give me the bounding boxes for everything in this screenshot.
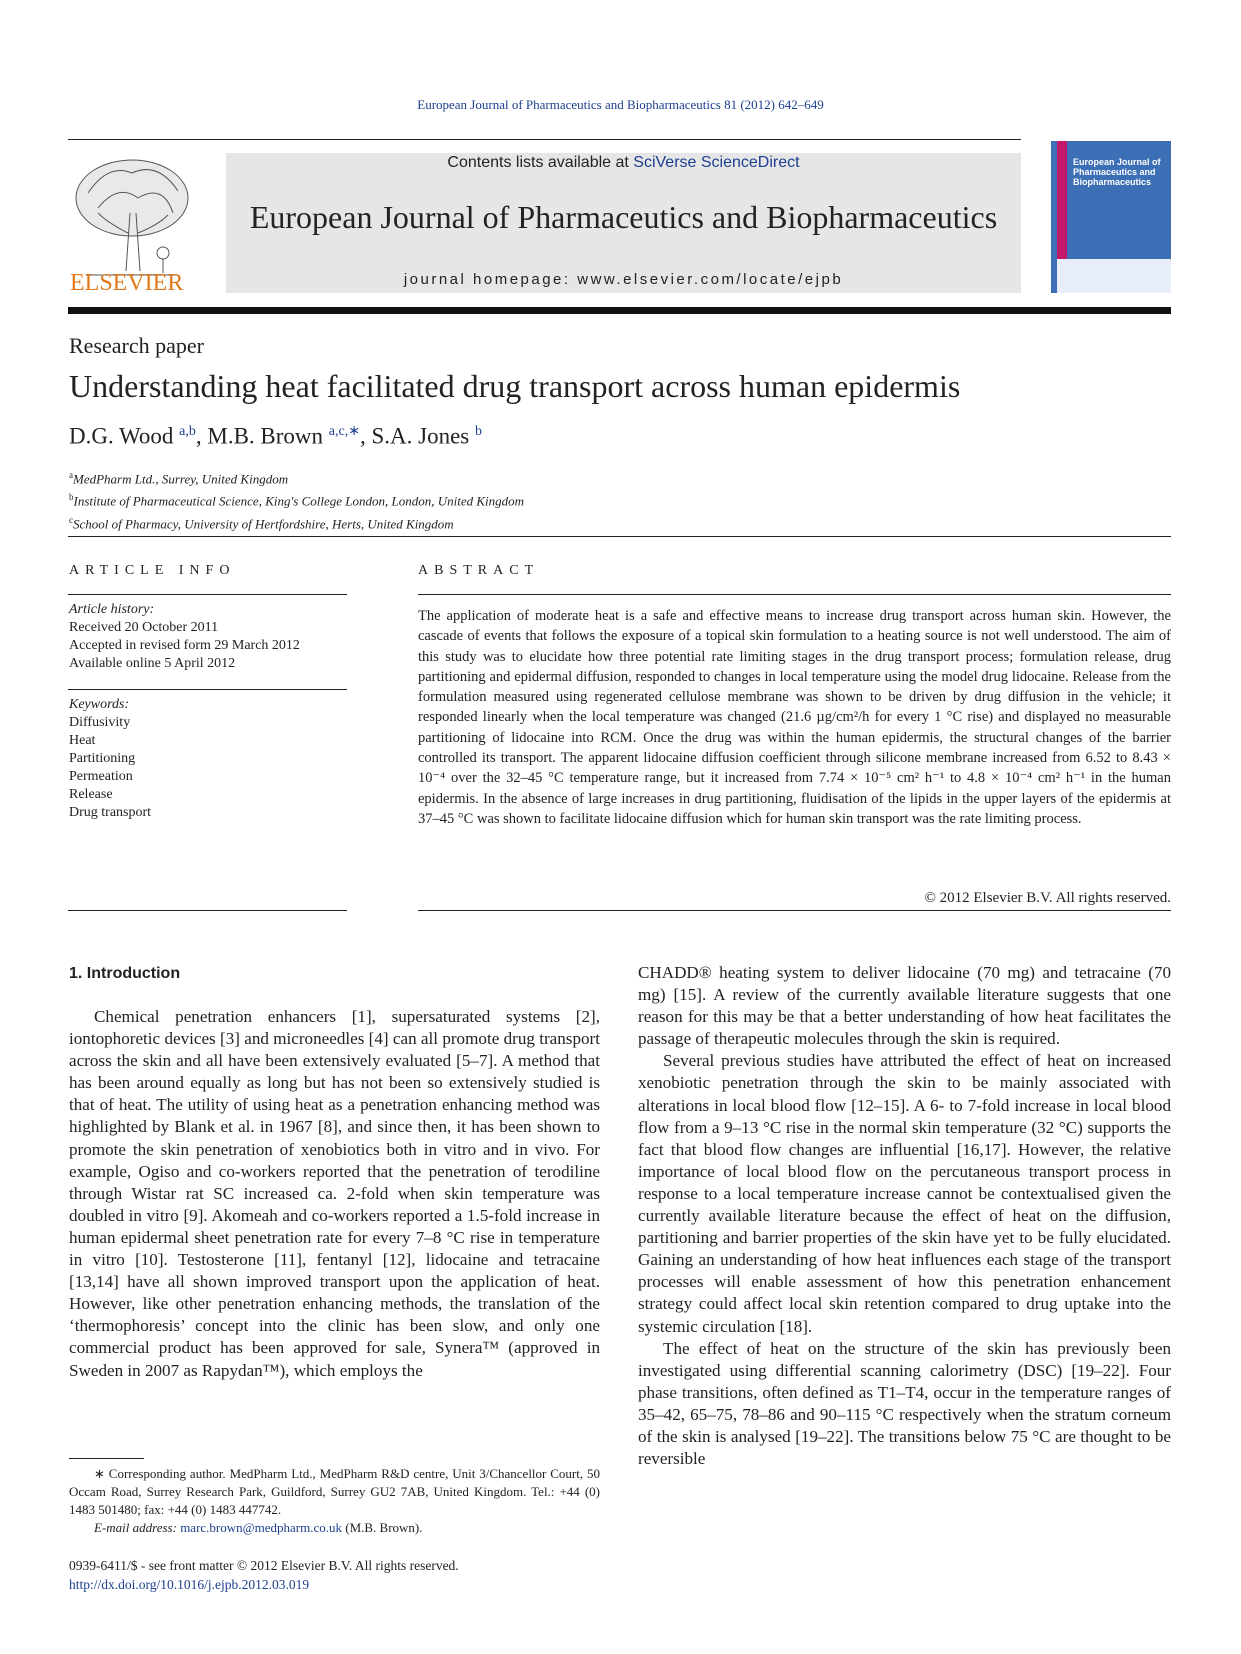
- keyword: Partitioning: [69, 751, 136, 766]
- abstract-text: The application of moderate heat is a safe and effective means to increase drug transport across human skin. However, the cascade of events that follows the exposure of a topical skin formulation to a heating source is not well understood. The aim of this study was to elucidate how three potential rate limiting stages in the drug transport process; formulation release, drug partitioning and epidermal diffusion, responded to changes in local temperature using the model drug lidocaine. Release from the formulation measured using regenerated cellulose membrane was shown to be driven by drug diffusion in the vehicle; it responded linearly when the local temperature was changed (21.6 µg/cm²/h for every 1 °C rise) and displayed no measurable partitioning of lidocaine into RCM. Once the drug was within the human epidermis, the structural changes of the barrier controlled its transport. The apparent lidocaine diffusion coefficient through silicone membrane increased from 6.52 to 8.43 × 10⁻⁴ over the 32–45 °C temperature range, but it increased from 7.74 × 10⁻⁵ cm² h⁻¹ to 4.8 × 10⁻⁴ cm² h⁻¹ in the human epidermis. In the absence of large increases in drug partitioning, fluidisation of the lipids in the upper layers of the epidermis at 37–45 °C was shown to facilitate lidocaine diffusion which for human skin transport was the rate limiting process.: [418, 608, 1171, 827]
- issn-block: [69, 1556, 459, 1594]
- author-affiliation-mark[interactable]: a,c,∗: [328, 424, 360, 439]
- contents-line: Contents lists available at SciVerse ScienceDirect: [447, 154, 800, 171]
- keyword: Release: [69, 787, 113, 802]
- info-bottom-rule: [68, 910, 347, 911]
- history-item: Accepted in revised form 29 March 2012: [69, 638, 300, 653]
- abstract-bottom-rule: [418, 910, 1171, 911]
- keywords-label: Keywords:: [69, 697, 130, 712]
- body-column-right: [638, 962, 1171, 1470]
- paper-type: Research paper: [69, 333, 204, 358]
- body-paragraph: The effect of heat on the structure of the skin has previously been investigated using differential scanning calorimetry (DSC) [19–22]. Four phase transitions, often defined as T1–T4, occur in the temperature ranges of 35–42, 65–75, 78–86 and 90–115 °C respectively when the stratum corneum of the skin is analysed [19–22]. The transitions below 75 °C are thought to be reversible: [638, 1338, 1171, 1469]
- elsevier-logo-text: ELSEVIER: [70, 270, 184, 296]
- cover-footer: [1057, 259, 1171, 293]
- abstract-copyright: © 2012 Elsevier B.V. All rights reserved.: [924, 890, 1171, 906]
- body-paragraph: Chemical penetration enhancers [1], supersaturated systems [2], iontophoretic devices [3] and microneedles [4] can all promote drug transport across the skin and all have been extensively evaluated [5–7]. A method that has been around equally as long but has not been so extensively studied is that of heat. The utility of using heat as a penetration enhancing method was highlighted by Blank et al. in 1967 [8], and since then, it has been shown to promote the skin penetration of xenobiotics both in vitro and in vivo. For example, Ogiso and co-workers reported that the penetration of terodiline through Wistar rat SC increased ca. 2-fold when skin temperature was doubled in vitro [9]. Akomeah and co-workers reported a 1.5-fold increase in human epidermal sheet penetration rate for every 7–8 °C rise in temperature in vitro [10]. Testosterone [11], fentanyl [12], lidocaine and tetracaine [13,14] have all shown improved transport upon the application of heat. However, like other penetration enhancing methods, the translation of the ‘thermophoresis’ concept into the clinic has been slow, and only one commercial product has been approved for sale, Synera™ (approved in Sweden in 2007 as Rapydan™), which employs the: [69, 1007, 600, 1380]
- issn-line: 0939-6411/$ - see front matter © 2012 Elsevier B.V. All rights reserved.: [69, 1558, 459, 1573]
- body-paragraph: Several previous studies have attributed the effect of heat on increased xenobiotic penetration through the skin to be mainly associated with alterations in local blood flow [12–15]. A 6- to 7-fold increase in local blood flow from a 9–13 °C rise in the normal skin temperature (32 °C) supports the fact that blood flow changes are influential [16,17]. However, the relative importance of local blood flow on the percutaneous transport process in response to a local temperature increase cannot be contextualised given the currently available literature because the effect of heat on the diffusion, partitioning and barrier properties of the skin have yet to be fully elucidated. Gaining an understanding of how heat influences each stage of the transport processes will enable assessment of how this penetration enhancement strategy could affect local skin retention compared to drug uptake into the systemic circulation [18].: [638, 1051, 1171, 1336]
- history-label: Article history:: [69, 602, 155, 617]
- keyword: Permeation: [69, 769, 133, 784]
- info-rule: [68, 689, 347, 690]
- author-affiliation-mark[interactable]: a,b: [179, 424, 196, 439]
- section-heading: 1. Introduction: [69, 965, 181, 982]
- keyword: Drug transport: [69, 805, 152, 820]
- body-column-left: [69, 1006, 600, 1382]
- article-info-heading: ARTICLE INFO: [69, 563, 236, 578]
- abstract-heading: ABSTRACT: [418, 563, 540, 578]
- affiliations: [69, 466, 524, 533]
- keyword: Heat: [69, 733, 96, 748]
- email-link[interactable]: marc.brown@medpharm.co.uk: [180, 1520, 342, 1535]
- affiliation-item: $^a$MedPharm Ltd., Surrey, United Kingdom: [69, 470, 289, 487]
- header-rule: [68, 139, 1021, 140]
- doi-link[interactable]: http://dx.doi.org/10.1016/j.ejpb.2012.03.019: [69, 1577, 310, 1592]
- cover-title: European Journal of Pharmaceutics and Biopharmaceutics: [1073, 157, 1161, 187]
- abstract-rule: [418, 594, 1171, 595]
- affiliation-item: $^b$Institute of Pharmaceutical Science, King's College London, London, United Kingdom: [69, 492, 525, 509]
- journal-citation[interactable]: European Journal of Pharmaceutics and Biopharmaceutics 81 (2012) 642–649: [417, 97, 824, 112]
- author-name: S.A. Jones: [371, 423, 470, 449]
- info-rule: [68, 594, 347, 595]
- history-item: Received 20 October 2011: [69, 620, 219, 635]
- author-name: M.B. Brown: [207, 423, 324, 449]
- body-paragraph: CHADD® heating system to deliver lidocaine (70 mg) and tetracaine (70 mg) [15]. A review of the currently available literature suggests that one reason for this may be that a better understanding of how heat facilitates the passage of therapeutic molecules through the skin is required.: [638, 963, 1171, 1049]
- journal-title: European Journal of Pharmaceutics and Biopharmaceutics: [249, 199, 998, 235]
- author-name: D.G. Wood: [69, 423, 174, 449]
- sciencedirect-link[interactable]: SciVerse ScienceDirect: [633, 154, 800, 171]
- paper-title: Understanding heat facilitated drug transport across human epidermis: [69, 368, 961, 404]
- journal-cover-image: [1051, 141, 1171, 293]
- author-list: D.G. Wood $^{a,b}$, M.B. Brown $^{a,c,∗}$, S.A. Jones $^b$: [69, 423, 482, 449]
- corresponding-footnote: [69, 1465, 600, 1537]
- article-history: [69, 601, 300, 673]
- footnote-rule: [69, 1458, 144, 1459]
- title-block-rule: [68, 536, 1171, 537]
- corresponding-author-note: ∗ Corresponding author. MedPharm Ltd., MedPharm R&D centre, Unit 3/Chancellor Court, 50 Occam Road, Surrey Research Park, Guildford, Surrey GU2 7AB, United Kingdom. Tel.: +44 (0) 1483 501480; fax: +44 (0) 1483 447742.: [69, 1466, 600, 1517]
- author-affiliation-mark[interactable]: b: [474, 424, 482, 439]
- affiliation-item: $^c$School of Pharmacy, University of Hertfordshire, Herts, United Kingdom: [69, 514, 454, 531]
- header-thick-rule: [68, 307, 1171, 314]
- journal-homepage[interactable]: journal homepage: www.elsevier.com/locate/ejpb: [403, 271, 844, 288]
- keyword: Diffusivity: [69, 715, 131, 730]
- email-line: E-mail address: marc.brown@medpharm.co.uk (M.B. Brown).: [94, 1520, 423, 1535]
- history-item: Available online 5 April 2012: [69, 656, 236, 671]
- keywords: [69, 696, 151, 822]
